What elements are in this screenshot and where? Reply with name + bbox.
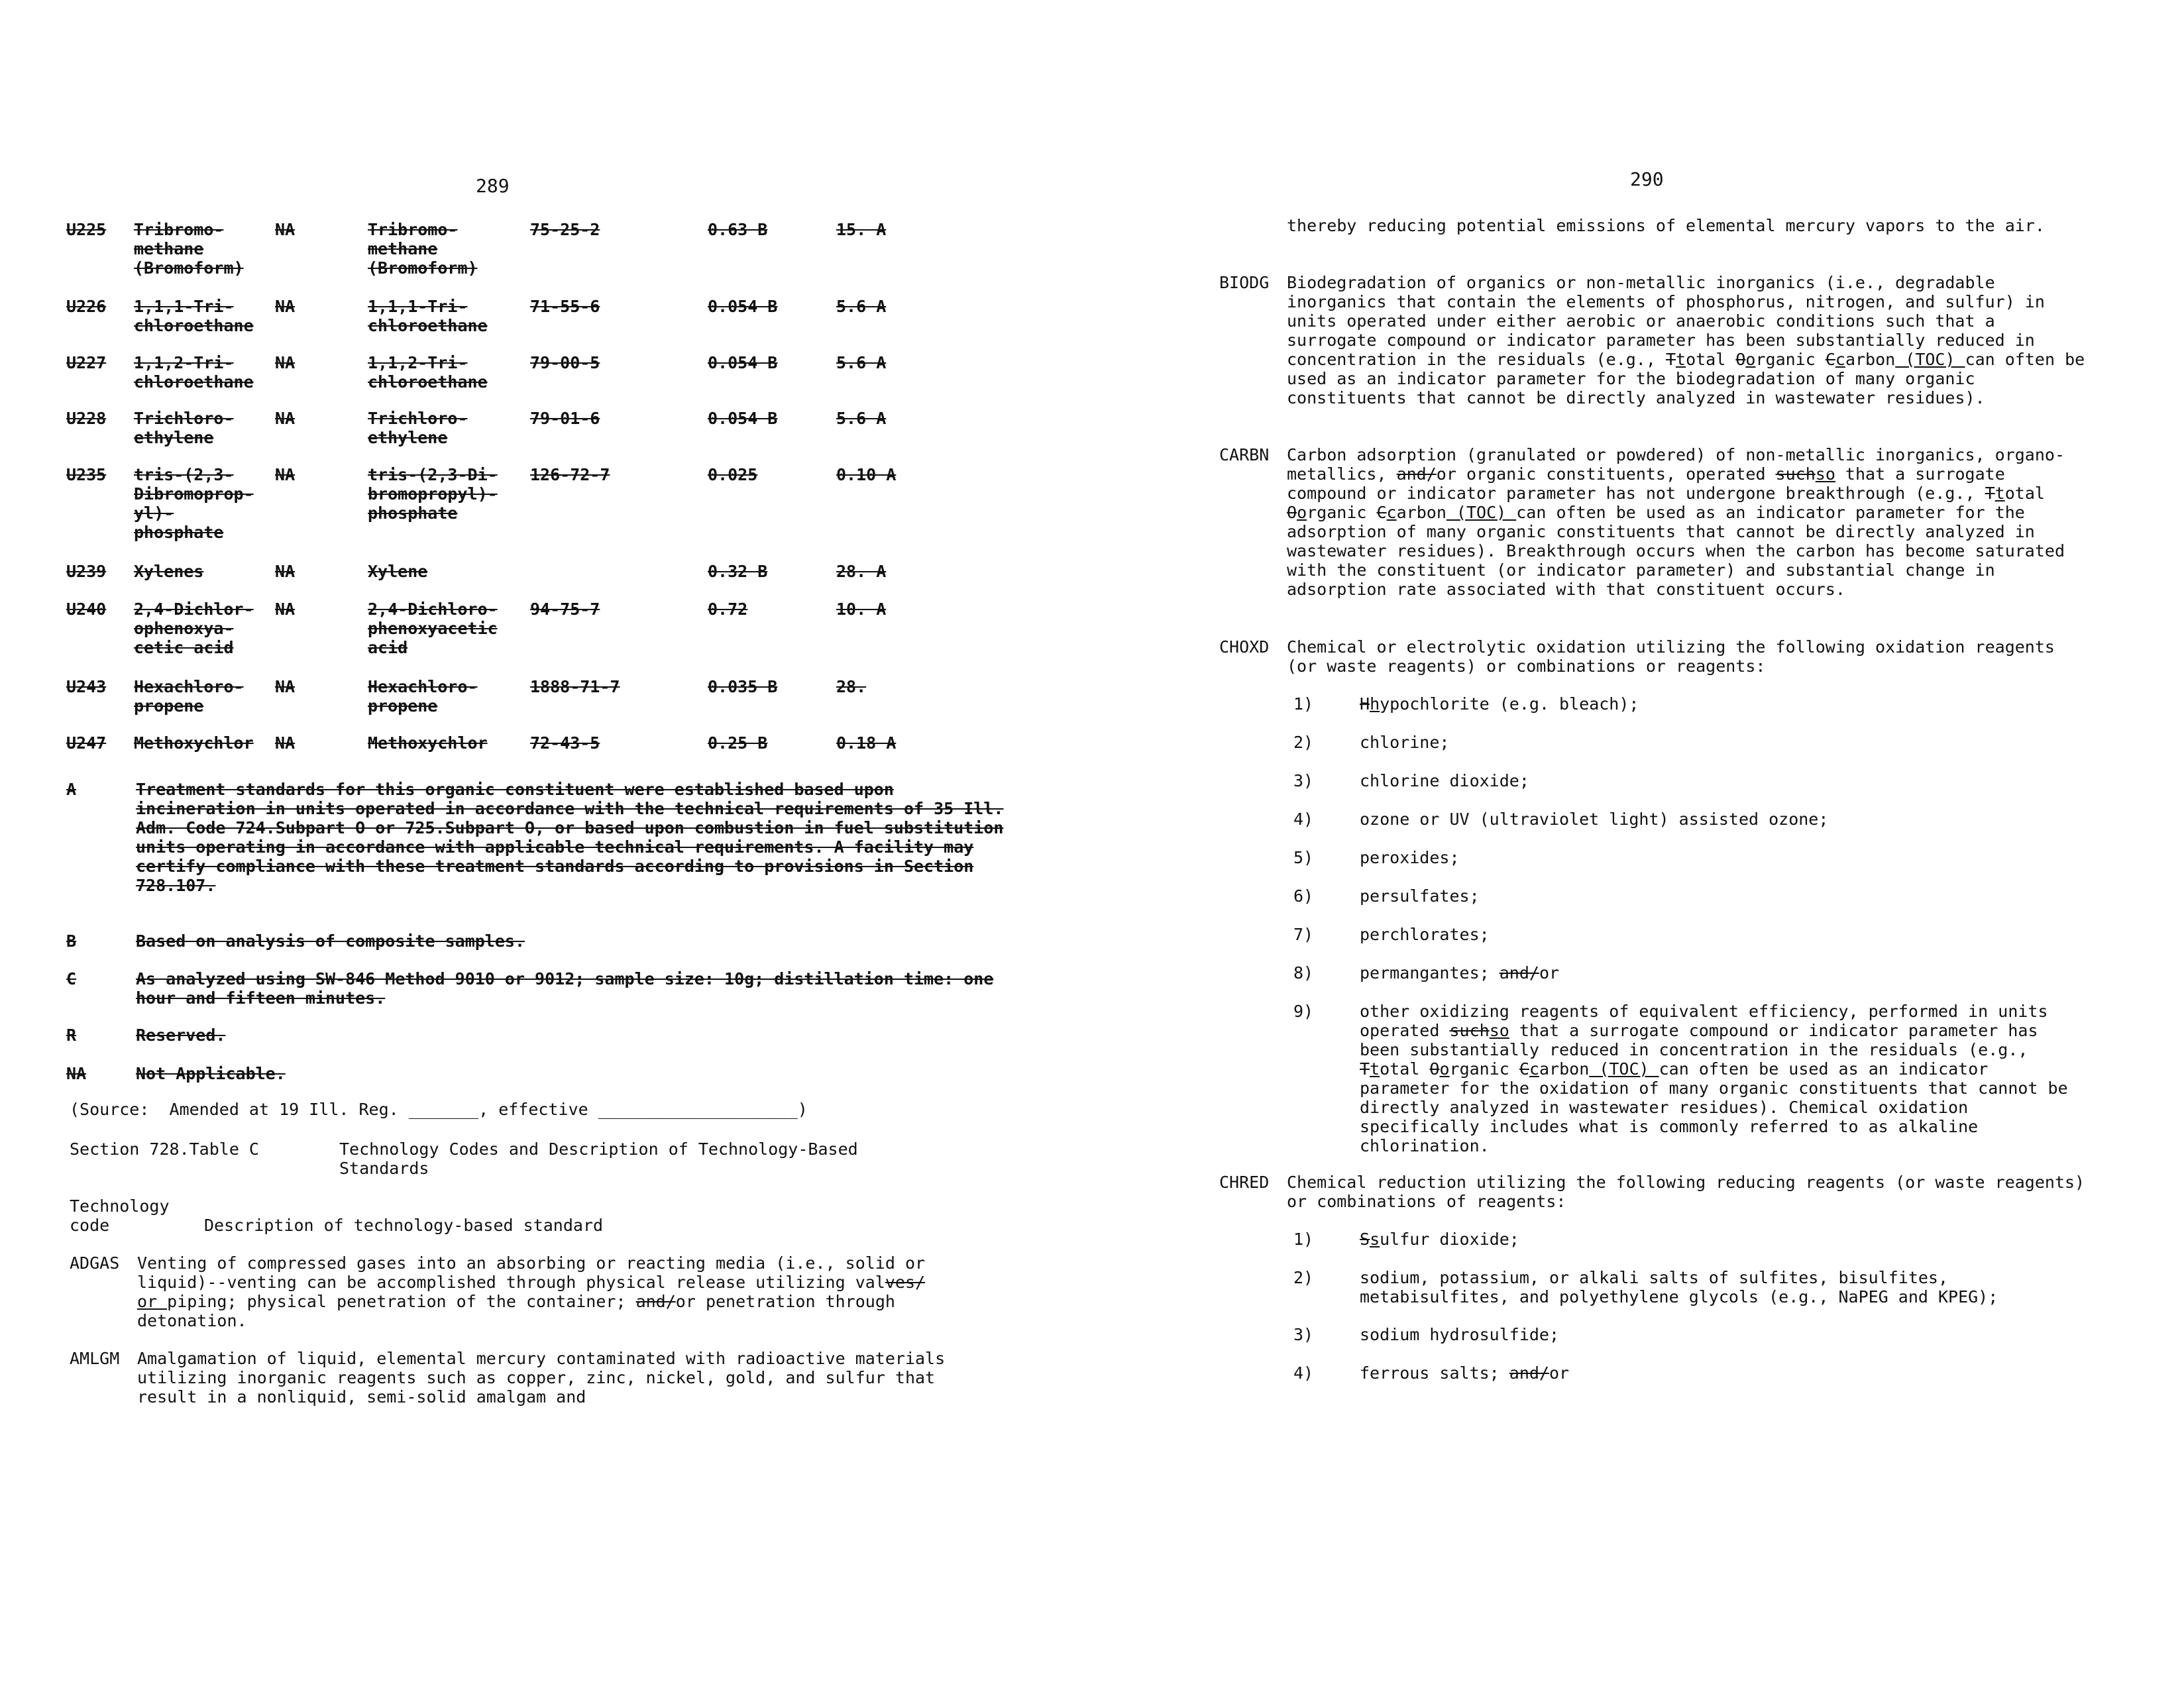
item-text	[1360, 1325, 2069, 1344]
nonwastewater-standard: 5.6 A	[836, 409, 887, 428]
na-value: NA	[275, 465, 296, 484]
item-text	[1360, 733, 2069, 752]
inserted-text: s	[1370, 1230, 1380, 1249]
wastewater-standard: 0.054 B	[708, 297, 778, 316]
item-text	[1360, 925, 2069, 944]
item-number: 4)	[1293, 1363, 1314, 1383]
page-290: 290 thereby reducing potential emissions of elemental mercury vapors to the air. BIODG Biodegradation of organics or non-metallic inorganics (i.e., degradable inorganics that contain the elements of phosphorus, nitrogen, and sulfur) in units operated under either aerobic or anaerobic conditions such that a surrogate compound or indicator parameter has been substantially reduced in concentration in the residuals (e.g., Ttotal Oorganic Ccarbon (TOC) can often be used as an indicator parameter for the biodegradation of many organic constituents that cannot be directly analyzed in wastewater residues). CARBN Carbon adsorption (granulated or powdered) of non-metallic inorganics, organo-metallics, and/or organic constituents, operated suchso that a surrogate compound or indicator parameter has not undergone breakthrough (e.g., Ttotal Oorganic Ccarbon (TOC) can often be used as an indicator parameter for the adsorption of many organic constituents that cannot be directly analyzed in wastewater residues). Breakthrough occurs when the carbon has become saturated with the constituent (or indicator parameter) and substantial change in adsorption rate associated with that constituent occurs. CHOXD Chemical or electrolytic oxidation utilizing the following oxidation reagents (or waste reagents) or combinations or reagents: 1) Hhypochlorite (e.g. bleach); 2) chlorine; 3) chlorine dioxide; 4) ozone or UV (ultraviolet light) assisted ozone; 5) peroxides; 6) persulfates; 7) perchlorates; 8) permangantes; and/or 9) other oxidizing reagents of equivalent efficiency, performed in units operated suchso that a surrogate compound or indicator parameter has been substantially reduced in concentration in the residuals (e.g., Ttotal Oorganic Ccarbon (TOC) can often be used as an indicator parameter for the oxidation of many organic constituents that cannot be directly analyzed in wastewater residues). Chemical oxidation specifically includes what is commonly referred to as alkaline chlorination. CHRED Chemical reduction utilizing the following reducing reagents (or waste reagents) or combinations of reagents: 1) Ssulfur dioxide; 2) sodium, potassium, or alkali salts of sulfites, bisulfites, metabisulfites, and polyethylene glycols (e.g., NaPEG and KPEG); 3) sodium hydrosulfide; 4) ferrous salts; and/or	[1219, 168, 2085, 1383]
item-number: 1)	[1293, 1230, 1314, 1249]
item-text	[1360, 1268, 2069, 1306]
continued-text: thereby reducing potential emissions of elemental mercury vapors to the air.	[1287, 216, 2045, 235]
item-text	[1360, 886, 2069, 906]
item-body: ferrous salts;	[1360, 1363, 1509, 1383]
nonwastewater-standard: 0.18 A	[836, 733, 897, 753]
waste-code: U227	[66, 353, 107, 372]
waste-name: Hexachloro- propene	[134, 677, 244, 716]
item-body: persulfates;	[1360, 886, 1480, 906]
item-text	[1360, 963, 2069, 982]
column-header-description: Description of technology-based standard	[204, 1216, 604, 1235]
constituent-name: Tribromo- methane (Bromoform)	[368, 220, 478, 278]
waste-name: 1,1,1-Tri- chloroethane	[134, 297, 254, 335]
footnote-text: Not Applicable.	[136, 1064, 286, 1083]
item-tail: or	[1549, 1363, 1570, 1383]
footnote-text: Treatment standards for this organic constituent were established based upon incineration in units operated in accordance with the technical requirements of 35 Ill. Adm. Code 724.Subpart O or 725.Subpart O, or based upon combustion in fuel substitution units operating in accordance with applicable technical requirements. A facility may certify compliance with these treatment standards according to provisions in Section 728.107.	[136, 780, 1004, 895]
waste-name: 2,4-Dichlor- ophenoxya- cetic acid	[134, 600, 254, 657]
waste-name: Trichloro- ethylene	[134, 409, 234, 447]
nonwastewater-standard: 0.10 A	[836, 465, 897, 484]
na-value: NA	[275, 220, 296, 239]
page-number: 289	[476, 175, 510, 197]
wastewater-standard: 0.025	[708, 465, 758, 484]
technology-code: AMLGM	[70, 1349, 120, 1368]
item-body: ulfur dioxide;	[1380, 1230, 1519, 1249]
item-number: 3)	[1293, 771, 1314, 790]
footnote-key: A	[66, 780, 77, 799]
item-number: 8)	[1293, 963, 1314, 982]
nonwastewater-standard: 28. A	[836, 562, 887, 581]
item-text	[1360, 810, 2069, 829]
item-text	[1360, 848, 2069, 867]
na-value: NA	[275, 733, 296, 753]
constituent-name: Methoxychlor	[368, 733, 488, 753]
wastewater-standard: 0.054 B	[708, 409, 778, 428]
waste-code: U228	[66, 409, 107, 428]
cas-number: 71-55-6	[530, 297, 600, 316]
section-label: Section 728.Table C	[70, 1140, 259, 1159]
wastewater-standard: 0.63 B	[708, 220, 768, 239]
constituent-name: Hexachloro- propene	[368, 677, 478, 716]
waste-name: tris-(2,3- Dibromoprop- yl)- phosphate	[134, 465, 254, 542]
technology-code: CHOXD	[1219, 637, 1270, 657]
source-note: (Source: Amended at 19 Ill. Reg. _______, effective ____________________)	[70, 1100, 808, 1119]
waste-code: U247	[66, 733, 107, 753]
technology-code: ADGAS	[70, 1253, 120, 1273]
section-title: Technology Codes and Description of Technology-Based Standards	[339, 1140, 858, 1178]
item-tail: or	[1539, 963, 1560, 982]
item-number: 6)	[1293, 886, 1314, 906]
deleted-text: H	[1360, 694, 1370, 714]
inserted-text: h	[1370, 694, 1380, 714]
wastewater-standard: 0.25 B	[708, 733, 768, 753]
waste-name: Tribromo- methane (Bromoform)	[134, 220, 244, 278]
waste-code: U243	[66, 677, 107, 696]
footnote-text: As analyzed using SW-846 Method 9010 or 9012; sample size: 10g; distillation time: one hour and fifteen minutes.	[136, 969, 994, 1008]
na-value: NA	[275, 677, 296, 696]
na-value: NA	[275, 562, 296, 581]
item-body: peroxides;	[1360, 848, 1460, 867]
cas-number: 94-75-7	[530, 600, 600, 619]
waste-code: U235	[66, 465, 107, 484]
footnote-key: R	[66, 1026, 77, 1045]
na-value: NA	[275, 297, 296, 316]
nonwastewater-standard: 28.	[836, 677, 867, 696]
constituent-name: 1,1,2-Tri- chloroethane	[368, 353, 488, 392]
item-text	[1360, 771, 2069, 790]
cas-number: 126-72-7	[530, 465, 610, 484]
item-body: permangantes;	[1360, 963, 1500, 982]
footnote-text: Based on analysis of composite samples.	[136, 931, 525, 951]
waste-code: U226	[66, 297, 107, 316]
item-body: ypochlorite (e.g. bleach);	[1380, 694, 1639, 714]
waste-code: U240	[66, 600, 107, 619]
cas-number: 72-43-5	[530, 733, 600, 753]
wastewater-standard: 0.054 B	[708, 353, 778, 372]
item-body: ozone or UV (ultraviolet light) assisted ozone;	[1360, 810, 1829, 829]
waste-name: Methoxychlor	[134, 733, 254, 753]
constituent-name: Xylene	[368, 562, 428, 581]
item-body: sodium hydrosulfide;	[1360, 1325, 1560, 1344]
wastewater-standard: 0.035 B	[708, 677, 778, 696]
item-body: sodium, potassium, or alkali salts of sulfites, bisulfites, metabisulfites, and polyethylene glycols (e.g., NaPEG and KPEG);	[1360, 1268, 1998, 1306]
footnote-key: C	[66, 969, 77, 988]
item-body: chlorine dioxide;	[1360, 771, 1529, 790]
wastewater-standard: 0.32 B	[708, 562, 768, 581]
technology-code: BIODG	[1219, 273, 1270, 292]
na-value: NA	[275, 600, 296, 619]
page-number: 290	[1630, 168, 1664, 190]
cas-number: 1888-71-7	[530, 677, 620, 696]
item-text	[1360, 1363, 2069, 1383]
technology-code: CHRED	[1219, 1173, 1270, 1192]
item-number: 2)	[1293, 1268, 1314, 1287]
item-number: 5)	[1293, 848, 1314, 867]
item-text	[1360, 1230, 2069, 1249]
item-number: 2)	[1293, 733, 1314, 752]
constituent-name: tris-(2,3-Di- bromopropyl)- phosphate	[368, 465, 498, 523]
footnote-key: NA	[66, 1064, 87, 1083]
constituent-name: 2,4-Dichloro- phenoxyacetic acid	[368, 600, 498, 657]
footnote-text: Reserved.	[136, 1026, 226, 1045]
constituent-name: Trichloro- ethylene	[368, 409, 468, 447]
nonwastewater-standard: 15. A	[836, 220, 887, 239]
cas-number: 79-01-6	[530, 409, 600, 428]
wastewater-standard: 0.72	[708, 600, 748, 619]
deleted-text: and/	[1509, 1363, 1549, 1383]
cas-number: 75-25-2	[530, 220, 600, 239]
na-value: NA	[275, 409, 296, 428]
item-number: 4)	[1293, 810, 1314, 829]
cas-number: 79-00-5	[530, 353, 600, 372]
item-body: perchlorates;	[1360, 925, 1490, 944]
waste-code: U225	[66, 220, 107, 239]
constituent-name: 1,1,1-Tri- chloroethane	[368, 297, 488, 335]
page-289: 289 U225 Tribromo- methane (Bromoform) NA Tribromo- methane (Bromoform) 75-25-2 0.63 B 15. A U226 1,1,1-Tri- chloroethane NA 1,1,1-Tri- chloroethane 71-55-6 0.054 B 5.6 A U227 1,1,2-Tri- chloroethane NA 1,1,2-Tri- chloroethane 79-00-5 0.054 B 5.6 A U228 Trichloro- ethylene NA Trichloro- ethylene 79-01-6 0.054 B 5.6 A U235 tris-(2,3- Dibromoprop- yl)- phosphate NA tris-(2,3-Di- bromopropyl)- phosphate 126-72-7 0.025 0.10 A U239 Xylenes NA Xylene 0.32 B 28. A U240 2,4-Dichlor- ophenoxya- cetic acid NA 2,4-Dichloro- phenoxyacetic acid 94-75-7 0.72 10. A U243 Hexachloro- propene NA Hexachloro- propene 1888-71-7 0.035 B 28. U247 Methoxychlor NA Methoxychlor 72-43-5 0.25 B 0.18 A A Treatment standards for this organic constituent were established based upon incineration in units operated in accordance with the technical requirements of 35 Ill. Adm. Code 724.Subpart O or 725.Subpart O, or based upon combustion in fuel substitution units operating in accordance with applicable technical requirements. A facility may certify compliance with these treatment standards according to provisions in Section 728.107. B Based on analysis of composite samples. C As analyzed using SW-846 Method 9010 or 9012; sample size: 10g; distillation time: one hour and fifteen minutes. R Reserved. NA Not Applicable. (Source: Amended at 19 Ill. Reg. _______, effective ____________________) Section 728.Table C Technology Codes and Description of Technology-Based Standards Technology code Description of technology-based standard ADGAS Venting of compressed gases into an absorbing or reacting media (i.e., solid or liquid)--venting can be accomplished through physical release utilizing valves/ or piping; physical penetration of the container; and/or penetration through detonation. AMLGM Amalgamation of liquid, elemental mercury contaminated with radioactive materials utilizing inorganic reagents such as copper, zinc, nickel, gold, and sulfur that result in a nonliquid, semi-solid amalgam and	[0, 0, 1092, 1696]
technology-code: CARBN	[1219, 445, 1270, 464]
column-header-code: code	[70, 1216, 110, 1235]
item-number: 1)	[1293, 694, 1314, 714]
waste-name: 1,1,2-Tri- chloroethane	[134, 353, 254, 392]
item-number: 3)	[1293, 1325, 1314, 1344]
item-number: 7)	[1293, 925, 1314, 944]
item-body: chlorine;	[1360, 733, 1450, 752]
deleted-text: S	[1360, 1230, 1370, 1249]
nonwastewater-standard: 5.6 A	[836, 353, 887, 372]
nonwastewater-standard: 5.6 A	[836, 297, 887, 316]
column-header-technology: Technology	[70, 1196, 170, 1216]
item-text	[1360, 694, 2069, 714]
nonwastewater-standard: 10. A	[836, 600, 887, 619]
waste-code: U239	[66, 562, 107, 581]
deleted-text: and/	[1499, 963, 1539, 982]
waste-name: Xylenes	[134, 562, 204, 581]
na-value: NA	[275, 353, 296, 372]
footnote-key: B	[66, 931, 77, 951]
